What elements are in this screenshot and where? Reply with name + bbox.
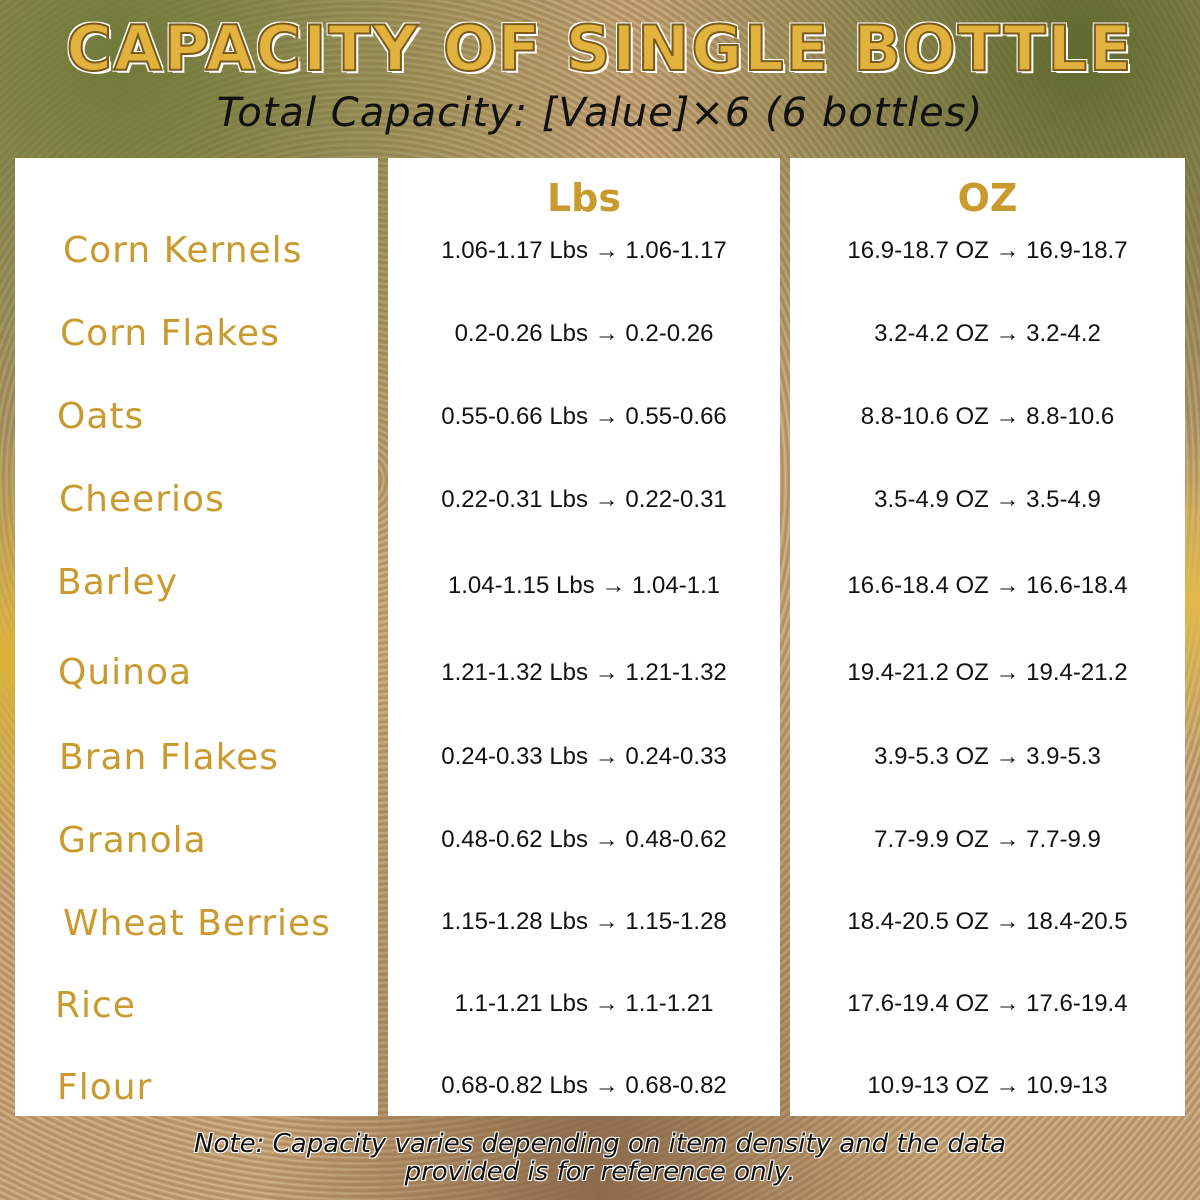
oz-value: 8.8-10.6 OZ → 8.8-10.6 [860, 403, 1115, 430]
oz-value: 18.4-20.5 OZ → 18.4-20.5 [847, 908, 1128, 935]
oz-value: 3.2-4.2 OZ → 3.2-4.2 [874, 320, 1101, 347]
page-title: CAPACITY OF SINGLE BOTTLE [66, 12, 1134, 85]
lbs-value: 1.1-1.21 Lbs → 1.1-1.21 [454, 990, 714, 1017]
item-name: Bran Flakes [59, 737, 280, 778]
footer-note [0, 1130, 1200, 1186]
lbs-value: 0.2-0.26 Lbs → 0.2-0.26 [454, 320, 714, 347]
page-subtitle: Total Capacity: [Value]×6 (6 bottles) [216, 90, 984, 136]
lbs-value: 0.68-0.82 Lbs → 0.68-0.82 [441, 1072, 727, 1099]
item-name: Flour [57, 1067, 153, 1108]
oz-value: 10.9-13 OZ → 10.9-13 [867, 1072, 1108, 1099]
item-name: Wheat Berries [63, 903, 331, 944]
lbs-value: 0.48-0.62 Lbs → 0.48-0.62 [441, 826, 727, 853]
oz-column-panel [790, 158, 1185, 1116]
lbs-value: 1.06-1.17 Lbs → 1.06-1.17 [441, 237, 727, 264]
item-names-panel [15, 158, 378, 1116]
lbs-column-header: Lbs [546, 176, 622, 220]
item-name: Quinoa [58, 652, 193, 693]
oz-value: 17.6-19.4 OZ → 17.6-19.4 [847, 990, 1128, 1017]
footer-note-line-1: Note: Capacity varies depending on item density and the data [194, 1129, 1006, 1159]
lbs-column-panel [388, 158, 780, 1116]
oz-value: 3.5-4.9 OZ → 3.5-4.9 [874, 486, 1101, 513]
lbs-value: 0.55-0.66 Lbs → 0.55-0.66 [441, 403, 727, 430]
oz-value: 7.7-9.9 OZ → 7.7-9.9 [874, 826, 1101, 853]
lbs-value: 1.04-1.15 Lbs → 1.04-1.1 [447, 572, 721, 599]
lbs-value: 0.24-0.33 Lbs → 0.24-0.33 [441, 743, 727, 770]
oz-value: 3.9-5.3 OZ → 3.9-5.3 [874, 743, 1101, 770]
oz-value: 19.4-21.2 OZ → 19.4-21.2 [847, 659, 1128, 686]
lbs-value: 0.22-0.31 Lbs → 0.22-0.31 [441, 486, 727, 513]
item-name: Granola [58, 820, 207, 861]
footer-note-line-2: provided is for reference only. [404, 1157, 796, 1187]
item-name: Cheerios [59, 479, 225, 520]
item-name: Corn Kernels [63, 230, 303, 271]
oz-column-header: OZ [957, 176, 1018, 220]
item-name: Oats [57, 396, 145, 437]
item-name: Barley [57, 562, 179, 603]
item-name: Corn Flakes [60, 313, 280, 354]
lbs-value: 1.21-1.32 Lbs → 1.21-1.32 [441, 659, 727, 686]
lbs-value: 1.15-1.28 Lbs → 1.15-1.28 [441, 908, 727, 935]
item-name: Rice [55, 985, 136, 1026]
oz-value: 16.6-18.4 OZ → 16.6-18.4 [847, 572, 1128, 599]
oz-value: 16.9-18.7 OZ → 16.9-18.7 [847, 237, 1128, 264]
